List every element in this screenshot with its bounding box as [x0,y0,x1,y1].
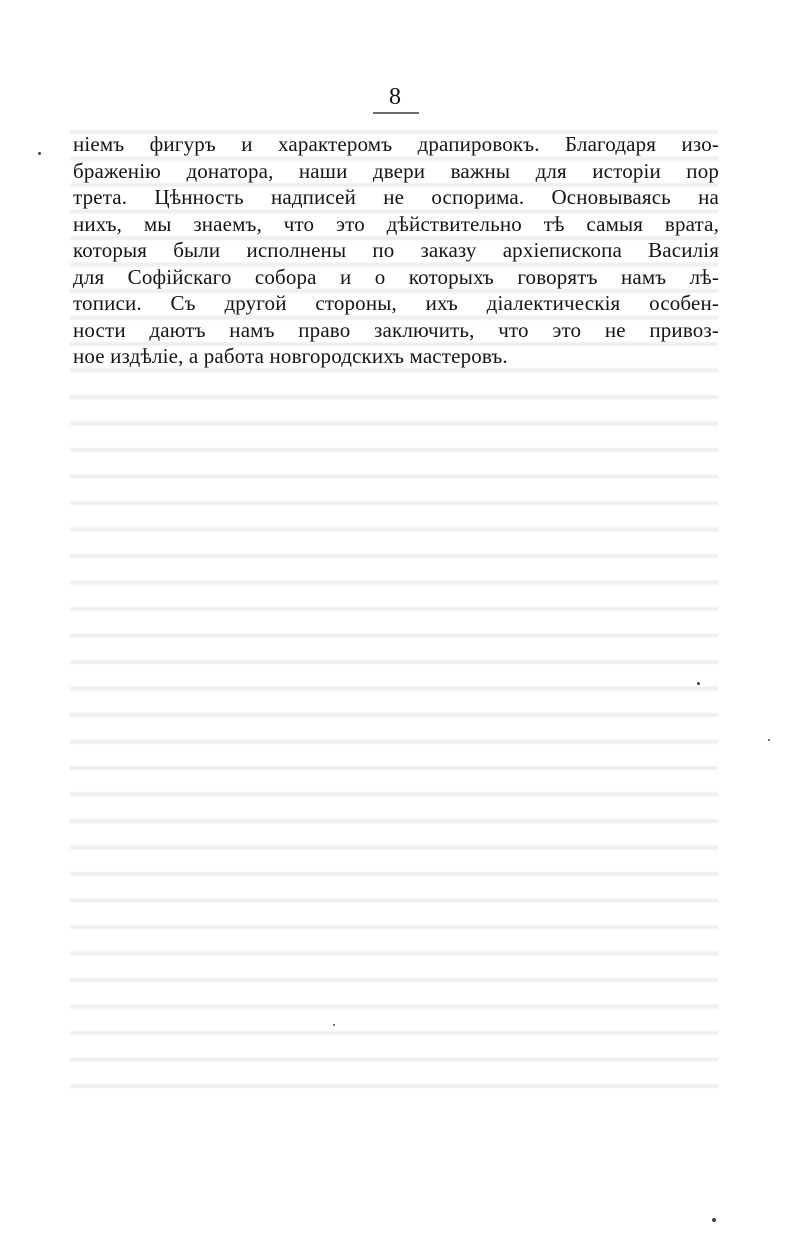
text-line: ніемъ фигуръ и характеромъ драпировокъ. Благодаря изо- [73,132,719,156]
text-line: которыя были исполнены по заказу архіепископа Василія [73,238,719,262]
text-line: ное издѣліе, а работа новгородскихъ мастеровъ. [73,344,508,368]
text-line: для Софійскаго собора и о которыхъ говорятъ намъ лѣ- [73,264,719,289]
text-line: ности даютъ намъ право заключить, что это не привоз- [73,317,719,342]
scan-speck [697,682,700,685]
body-text [73,131,719,370]
page-number-underline [373,112,419,114]
scan-speck [712,1218,716,1222]
page-number: 8 [389,84,401,110]
scan-speck [38,152,41,155]
scan-speck [768,739,770,741]
text-line: трета. Цѣнность надписей не оспорима. Основываясь на [73,185,719,209]
text-line: нихъ, мы знаемъ, что это дѣйствительно тѣ самыя врата, [73,211,719,236]
text-line: тописи. Съ другой стороны, ихъ діалектическія особен- [73,291,719,315]
scan-speck [333,1024,335,1026]
text-line: браженію донатора, наши двери важны для исторіи пор [73,158,719,183]
